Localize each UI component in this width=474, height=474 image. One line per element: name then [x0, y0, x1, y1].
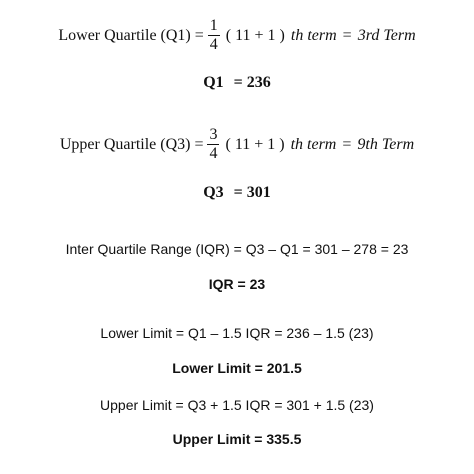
iqr-result: IQR = 23	[208, 276, 266, 292]
q3-formula	[0, 127, 474, 162]
q1-fraction	[208, 18, 220, 53]
q1-result-label: Q1	[203, 74, 224, 91]
q3-fraction-denominator: 4	[209, 145, 218, 162]
q3-expression: ( 11 + 1 )	[225, 135, 285, 153]
q1-formula-label: Lower Quartile (Q1) =	[58, 26, 204, 44]
q3-result-label: Q3	[203, 184, 224, 201]
q3-result-value: = 301	[233, 184, 271, 201]
iqr-formula: Inter Quartile Range (IQR) = Q3 – Q1 = 301 – 278 = 23	[65, 241, 409, 257]
lower-limit-formula: Lower Limit = Q1 – 1.5 IQR = 236 – 1.5 (23)	[100, 325, 374, 341]
upper-limit-formula: Upper Limit = Q3 + 1.5 IQR = 301 + 1.5 (23)	[100, 397, 374, 413]
q1-fraction-denominator: 4	[209, 36, 218, 53]
q3-result	[0, 184, 474, 202]
q3-term-words: th term	[290, 135, 337, 153]
q3-equals: =	[342, 135, 352, 153]
q1-term-result: 3rd Term	[357, 26, 416, 44]
lower-limit-result: Lower Limit = 201.5	[172, 360, 302, 376]
q1-formula	[0, 18, 474, 53]
q3-formula-label: Upper Quartile (Q3) =	[59, 135, 204, 153]
q1-expression: ( 11 + 1 )	[225, 26, 285, 44]
upper-limit-result: Upper Limit = 335.5	[172, 431, 302, 447]
q3-fraction	[207, 127, 219, 162]
q1-result-value: = 236	[233, 74, 271, 91]
q3-fraction-numerator: 3	[209, 126, 218, 143]
q1-equals: =	[342, 26, 352, 44]
q1-fraction-numerator: 1	[209, 17, 218, 34]
q1-term-words: th term	[290, 26, 337, 44]
q1-result	[0, 74, 474, 92]
q3-term-result: 9th Term	[357, 135, 415, 153]
